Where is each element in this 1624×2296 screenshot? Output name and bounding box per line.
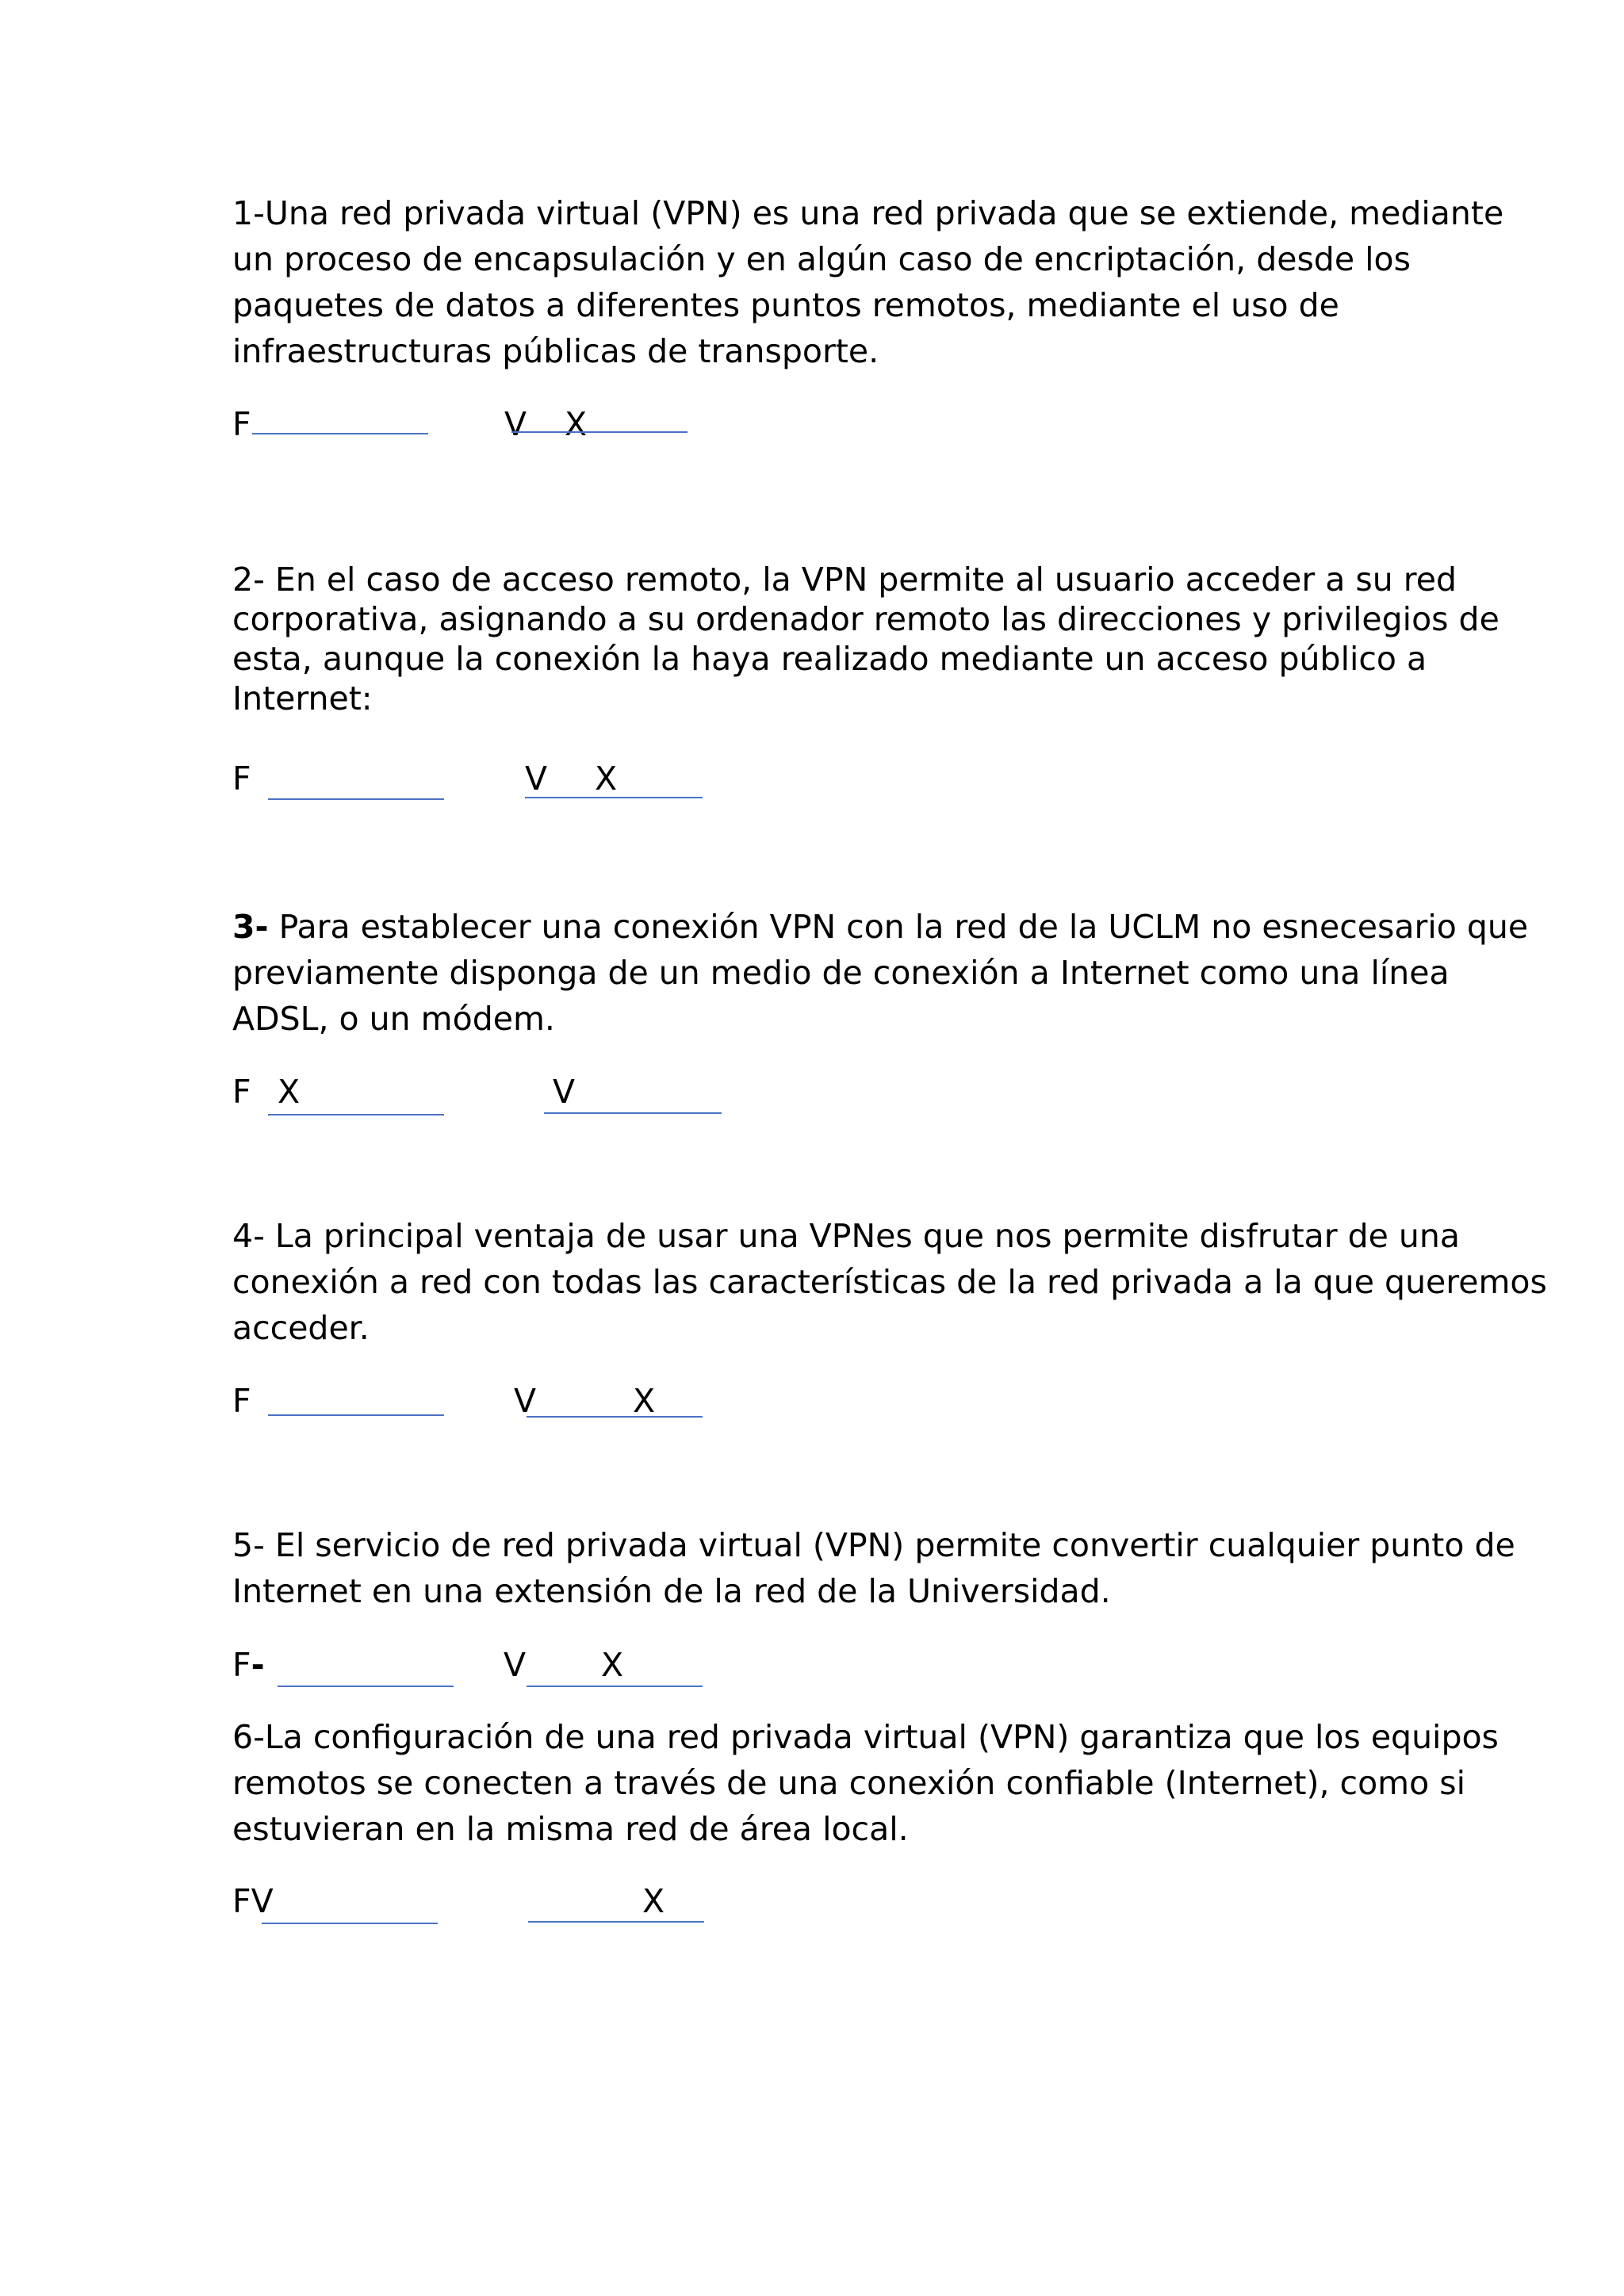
q5-false-answer-line [278,1686,454,1687]
question-3-text [232,904,1529,1042]
q6-answer-mark: X [642,1882,665,1920]
question-2-line-4: Internet: [232,679,373,718]
q5-false-label [232,1646,265,1684]
question-1-line-2: un proceso de encapsulación y en algún caso de encriptación, desde los [232,240,1411,278]
q5-false-letter: F [232,1646,251,1684]
q3-true-answer-line [544,1112,722,1114]
q2-true-label: V [525,760,548,798]
q4-false-label: F [232,1382,251,1420]
q3-answer-mark: X [278,1073,301,1111]
question-6-line-2: remotos se conecten a través de una conexión confiable (Internet), como si [232,1764,1465,1802]
question-2-line-1: 2- En el caso de acceso remoto, la VPN permite al usuario acceder a su red [232,561,1457,599]
question-4-line-1: 4- La principal ventaja de usar una VPNes que nos permite disfrutar de una [232,1217,1461,1255]
q3-true-label: V [553,1073,576,1111]
question-3-line-1 [232,904,1529,950]
q1-answer-mark: X [565,405,588,443]
q2-false-label: F [232,760,251,798]
question-5-line-2: Internet en una extensión de la red de la Universidad. [232,1572,1111,1610]
question-4-line-2: conexión a red con todas las características de la red privada a la que queremos [232,1263,1547,1301]
q1-false-answer-line [252,433,428,434]
question-3-line-1-text: Para establecer una conexión VPN con la red de la UCLM no esnecesario que [268,908,1529,946]
q4-true-label: V [514,1382,537,1420]
q6-false-answer-line [262,1923,438,1924]
question-2-line-2: corporativa, asignando a su ordenador remoto las direcciones y privilegios de [232,600,1500,638]
q1-true-answer-line [511,431,688,433]
question-3-number: 3- [232,908,269,946]
q3-false-answer-line [268,1114,444,1115]
question-6-line-1: 6-La configuración de una red privada virtual (VPN) garantiza que los equipos [232,1718,1499,1756]
q5-true-answer-line [527,1686,703,1687]
question-4-line-3: acceder. [232,1309,370,1347]
q2-answer-mark: X [595,760,618,798]
q2-false-answer-line [268,798,444,800]
q1-true-label: V [504,405,527,443]
question-5-line-1: 5- El servicio de red privada virtual (VPN) permite convertir cualquier punto de [232,1526,1515,1564]
q1-false-label: F [232,405,251,443]
q4-answer-mark: X [633,1382,656,1420]
q2-true-answer-line [525,797,703,798]
question-1-line-4: infraestructuras públicas de transporte. [232,332,879,370]
q3-false-label: F [232,1073,251,1111]
question-3-line-2: previamente disponga de un medio de conexión a Internet como una línea [232,954,1450,992]
q4-true-answer-line [527,1416,703,1418]
q5-answer-mark: X [601,1646,624,1684]
q5-true-label: V [504,1646,527,1684]
question-1-text [232,190,1504,374]
question-3-line-3: ADSL, o un módem. [232,1000,555,1038]
question-2-line-3: esta, aunque la conexión la haya realizado mediante un acceso público a [232,640,1427,678]
question-1-line-3: paquetes de datos a diferentes puntos remotos, mediante el uso de [232,286,1339,324]
q5-false-dash: - [251,1646,265,1684]
question-6-line-3: estuvieran en la misma red de área local. [232,1810,909,1848]
question-2-text [232,560,1500,718]
question-4-text [232,1213,1547,1351]
question-1-line-1: 1-Una red privada virtual (VPN) es una red privada que se extiende, mediante [232,194,1504,232]
question-5-text [232,1522,1515,1614]
q6-true-answer-line [528,1921,704,1923]
q4-false-answer-line [268,1414,444,1416]
question-6-text [232,1714,1499,1852]
q6-fv-label: FV [232,1882,274,1920]
